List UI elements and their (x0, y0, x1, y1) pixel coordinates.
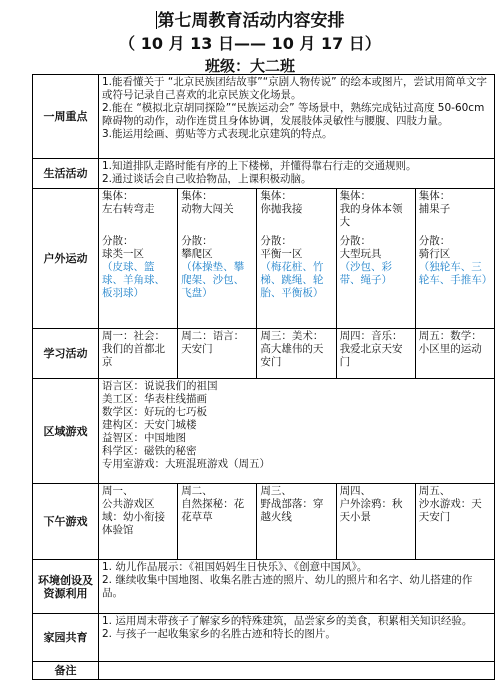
area-line: 建构区：天安门城楼 (102, 419, 197, 431)
text-cursor (156, 11, 157, 29)
life-line: 1.知道排队走路时能有序的上下楼梯，并懂得靠右行走的交通规则。 (102, 160, 417, 172)
outdoor-day-cell: 集体： 动物大闯关 分散： 攀爬区 （体操垫、攀爬架、沙包、飞盘） (178, 189, 257, 329)
area-line: 科学区：磁铁的秘密 (102, 445, 197, 457)
remarks-row (33, 662, 495, 680)
afternoon-day-cell: 周五、 沙水游戏：天天安门 (415, 484, 494, 560)
area-line: 专用室游戏：大班混班游戏（周五） (102, 458, 270, 470)
remarks-content[interactable] (99, 662, 495, 680)
afternoon-label: 下午游戏 (33, 484, 99, 560)
area-content (99, 379, 495, 484)
focus-line: 3.能运用绘画、剪贴等方式表现北京建筑的特点。 (102, 128, 333, 140)
outdoor-day-cell: 集体： 我的身体本领大 分散： 大型玩具 （沙包、彩带、绳子） (336, 189, 415, 329)
afternoon-row (33, 484, 495, 560)
study-label: 学习活动 (33, 329, 99, 379)
family-row (33, 614, 495, 662)
focus-line: 2.能在 “模拟北京胡同探险”“民族运动会” 等场景中，熟练完成钻过高度 50-60cm 障碍物的动作，动作连贯且身体协调，发展肢体灵敏性与腰腹、四肢力量。 (102, 102, 485, 127)
environment-row (33, 560, 495, 614)
outdoor-row (33, 189, 495, 329)
area-line: 语言区：说说我们的祖国 (102, 380, 218, 392)
area-line: 美工区：华表柱线描画 (102, 393, 207, 405)
family-content (99, 614, 495, 662)
class-name: 班级：大二班 (204, 57, 295, 75)
outdoor-label: 户外运动 (33, 189, 99, 329)
environment-label: 环境创设及 资源利用 (33, 560, 99, 614)
focus-row (33, 75, 495, 159)
outdoor-day-cell: 集体： 左右转弯走 分散： 球类一区 （皮球、篮球、羊角球、板羽球） (99, 189, 178, 329)
area-row (33, 379, 495, 484)
schedule-table (32, 74, 495, 680)
life-row (33, 159, 495, 189)
family-line: 1. 运用周末带孩子了解家乡的特殊建筑，品尝家乡的美食，积累相关知识经验。 (102, 615, 473, 627)
focus-label: 一周重点 (33, 75, 99, 159)
study-day-cell: 周二：语言：天安门 (178, 329, 257, 379)
family-line: 2. 与孩子一起收集家乡的名胜古迹和特长的图片。 (102, 628, 336, 640)
area-line: 益智区：中国地图 (102, 432, 186, 444)
date-range: （ 10 月 13 日—— 10 月 17 日） (119, 34, 381, 53)
page-title: 第七周教育活动内容安排 (157, 11, 345, 31)
study-day-cell: 周四：音乐：我爱北京天安门 (336, 329, 415, 379)
afternoon-day-cell: 周三、 野战部落：穿越火线 (257, 484, 336, 560)
afternoon-day-cell: 周一、 公共游戏区域：幼小衔接体验馆 (99, 484, 178, 560)
focus-content (99, 75, 495, 159)
life-content (99, 159, 495, 189)
afternoon-day-cell: 周二、 自然探秘：花花草草 (178, 484, 257, 560)
afternoon-day-cell: 周四、 户外涂鸦：秋天小景 (336, 484, 415, 560)
life-label: 生活活动 (33, 159, 99, 189)
study-day-cell: 周一：社会：我们的首都北京 (99, 329, 178, 379)
life-line: 2.通过谈话会自己收拾物品，上课积极动脑。 (102, 173, 312, 185)
family-label: 家园共育 (33, 614, 99, 662)
remarks-label: 备注 (33, 662, 99, 680)
environment-content (99, 560, 495, 614)
environment-line: 2. 继续收集中国地图、收集名胜古迹的照片、幼儿的照片和名字、幼儿搭建的作品。 (102, 574, 473, 599)
study-day-cell: 周五：数学：小区里的运动 (415, 329, 494, 379)
focus-line: 1.能看懂关于 “北京民族团结故事”“京剧人物传说” 的绘本或图片，尝试用简单文字或符号记录自己喜欢的北京民族文化场景。 (102, 76, 487, 101)
area-line: 数学区：好玩的七巧板 (102, 406, 207, 418)
area-label: 区域游戏 (33, 379, 99, 484)
study-row (33, 329, 495, 379)
study-day-cell: 周三：美术：高大雄伟的天安门 (257, 329, 336, 379)
outdoor-day-cell: 集体： 你抛我接 分散： 平衡一区 （梅花桩、竹梯、跳绳、轮胎、平衡板） (257, 189, 336, 329)
outdoor-day-cell: 集体： 捕果子 分散： 骑行区 （独轮车、三轮车、手推车） (415, 189, 494, 329)
environment-line: 1. 幼儿作品展示：《祖国妈妈生日快乐》、《创意中国风》。 (102, 561, 368, 573)
